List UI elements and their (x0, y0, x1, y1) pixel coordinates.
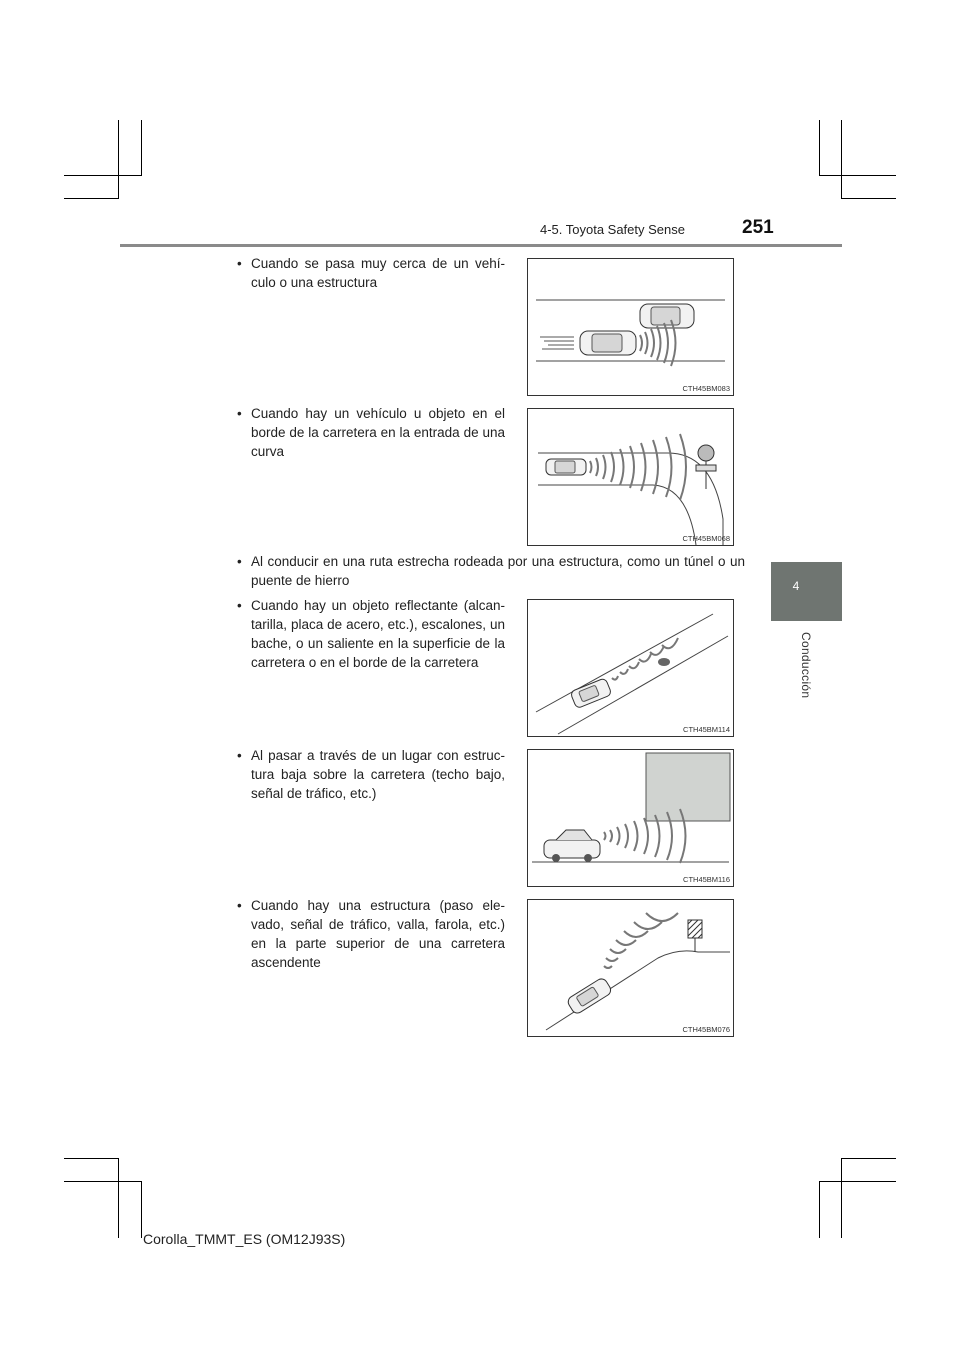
figure-ascending-road (527, 899, 734, 1037)
footer-model: Corolla_TMMT_ES (OM12J93S) (143, 1231, 346, 1247)
crop-mark (819, 120, 820, 176)
crop-mark (141, 1181, 142, 1238)
bullet: • (237, 554, 242, 569)
figure-code: CTH45BM083 (682, 384, 730, 393)
crop-mark (841, 1158, 896, 1159)
bullet: • (237, 898, 242, 913)
crop-mark (118, 120, 119, 198)
list-item-text: Cuando hay un vehículo u objeto en el borde de la carretera en la entrada de una curva (251, 406, 505, 459)
illustration-close-vehicle (528, 259, 733, 395)
crop-mark (819, 1181, 896, 1182)
bullet: • (237, 598, 242, 613)
illustration-low-structure (528, 750, 733, 886)
illustration-curve-entrance (528, 409, 733, 545)
list-item-text: Cuando hay una estructura (paso ele-vado, señal de tráfico, valla, farola, etc.) en la parte superior de una carretera ascendente (251, 898, 505, 970)
crop-mark (841, 120, 842, 198)
crop-mark (819, 1181, 820, 1238)
chapter-label: Conducción (799, 632, 813, 699)
crop-mark (118, 1158, 119, 1238)
figure-code: CTH45BM068 (682, 534, 730, 543)
figure-code: CTH45BM116 (683, 875, 730, 884)
figure-code: CTH45BM076 (682, 1025, 730, 1034)
figure-low-structure (527, 749, 734, 887)
crop-mark (64, 175, 141, 176)
illustration-reflective-object (528, 600, 733, 736)
bullet: • (237, 748, 242, 763)
figure-close-vehicle (527, 258, 734, 396)
chapter-number: 4 (792, 579, 800, 593)
crop-mark (64, 198, 119, 199)
list-item (237, 552, 745, 590)
figure-curve-entrance (527, 408, 734, 546)
crop-mark (64, 1158, 119, 1159)
bullet: • (237, 406, 242, 421)
crop-mark (841, 1158, 842, 1238)
crop-mark (819, 175, 896, 176)
crop-mark (141, 120, 142, 176)
list-item (237, 896, 505, 972)
crop-mark (841, 198, 896, 199)
list-item (237, 404, 505, 461)
figure-code: CTH45BM114 (683, 725, 730, 734)
figure-reflective-object (527, 599, 734, 737)
crop-mark (64, 1181, 141, 1182)
list-item (237, 254, 505, 292)
list-item-text: Cuando se pasa muy cerca de un vehí-culo o una estructura (251, 256, 505, 290)
list-item-text: Al conducir en una ruta estrecha rodeada por una estructura, como un túnel o un puente de hierro (251, 554, 745, 588)
bullet: • (237, 256, 242, 271)
list-item-text: Cuando hay un objeto reflectante (alcan-tarilla, placa de acero, etc.), escalones, un bache, o un saliente en la superficie de la carretera o en el borde de la carretera (251, 598, 505, 670)
header-rule (120, 244, 842, 247)
page-number: 251 (742, 217, 774, 238)
list-item-text: Al pasar a través de un lugar con estruc-tura baja sobre la carretera (techo bajo, señal de tráfico, etc.) (251, 748, 505, 801)
list-item (237, 596, 505, 672)
illustration-ascending-road (528, 900, 733, 1036)
chapter-tab (771, 562, 842, 621)
section-title: 4-5. Toyota Safety Sense (539, 222, 685, 237)
list-item (237, 746, 505, 803)
